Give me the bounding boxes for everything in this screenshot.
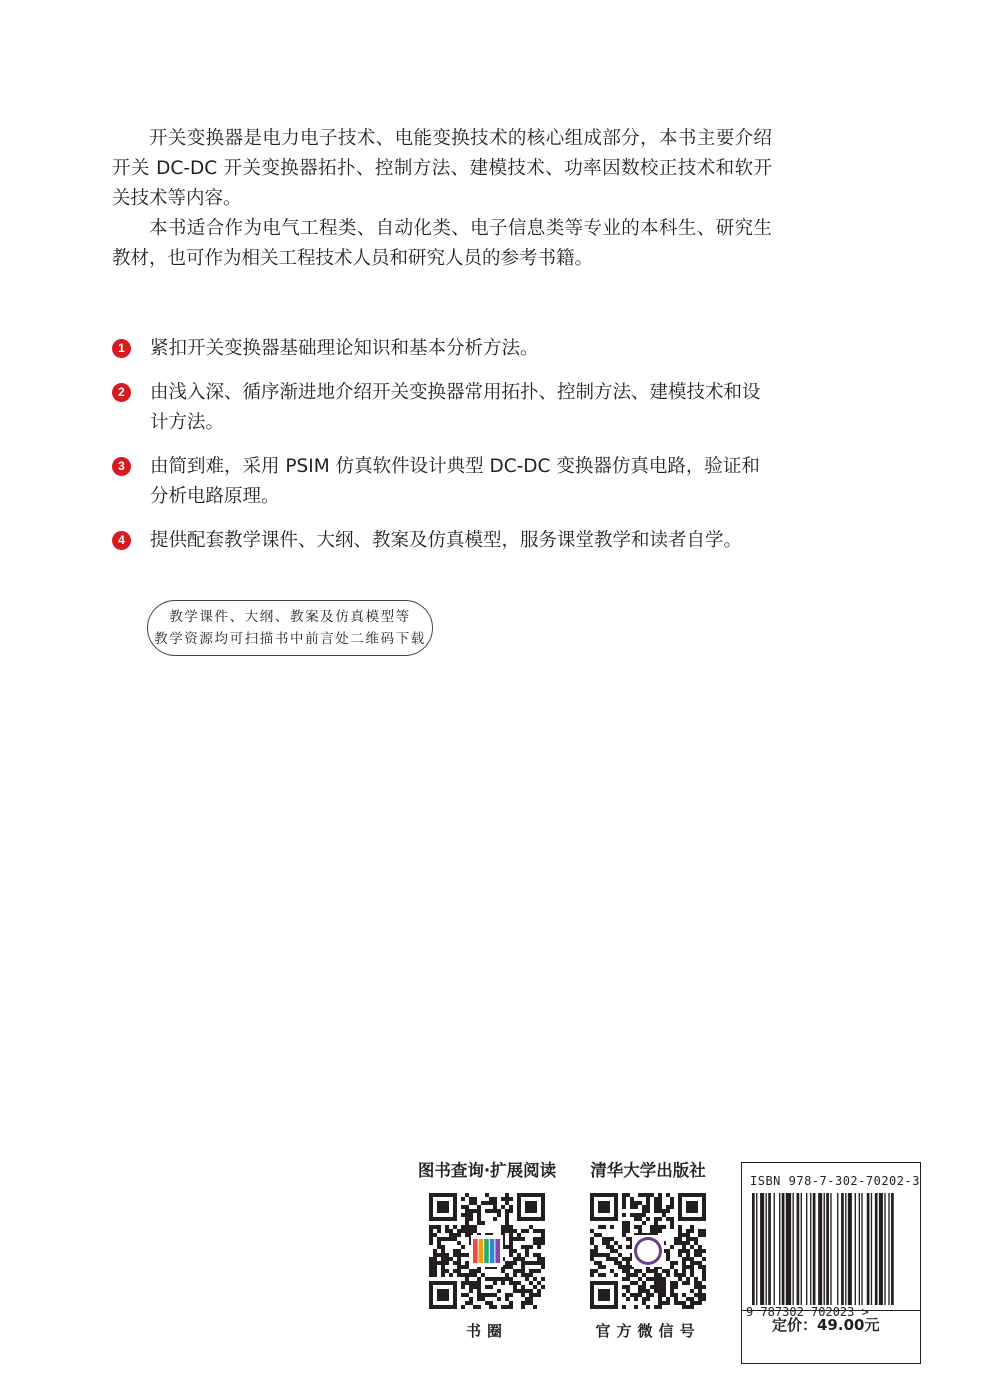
feature-list [112,334,772,570]
book-description [112,124,772,274]
description-paragraph: 本书适合作为电气工程类、自动化类、电子信息类等专业的本科生、研究生教材，也可作为相关工程技术人员和研究人员的参考书籍。 [112,218,772,269]
qr-code[interactable] [428,1192,546,1310]
isbn-barcode-box [741,1162,921,1364]
number-badge: 3 [112,457,131,476]
number-badge: 1 [112,339,131,358]
barcode-icon [752,1193,910,1305]
feature-text: 紧扣开关变换器基础理论知识和基本分析方法。 [150,338,539,359]
feature-text: 提供配套教学课件、大纲、教案及仿真模型，服务课堂教学和读者自学。 [150,530,743,551]
feature-item [112,526,772,556]
qr-code[interactable] [589,1192,707,1310]
number-badge: 2 [112,383,131,402]
qr-caption: 官方微信号 [595,1322,701,1340]
feature-item [112,334,772,364]
number-badge: 4 [112,531,131,550]
isbn-number: ISBN 978-7-302-70202-3 [750,1174,920,1188]
resource-note-line: 教学课件、大纲、教案及仿真模型等 [169,609,411,625]
feature-item [112,378,772,438]
feature-text: 由浅入深、循序渐进地介绍开关变换器常用拓扑、控制方法、建模技术和设计方法。 [150,382,761,433]
feature-item [112,452,772,512]
feature-text: 由简到难，采用 PSIM 仿真软件设计典型 DC-DC 变换器仿真电路，验证和分析电路原理。 [150,456,760,507]
barcode-digits: 9 787302 702023 > [746,1305,869,1319]
resource-note [147,600,433,656]
resource-note-line: 教学资源均可扫描书中前言处二维码下载 [154,631,426,647]
qr-official-wechat [573,1160,723,1342]
price: 定价：49.00元 [772,1316,880,1334]
qr-caption: 书圈 [465,1322,508,1340]
divider [742,1310,920,1311]
qr-title: 图书查询·扩展阅读 [417,1161,557,1180]
qr-book-search [412,1160,562,1342]
description-paragraph: 开关变换器是电力电子技术、电能变换技术的核心组成部分，本书主要介绍开关 DC-DC 开关变换器拓扑、控制方法、建模技术、功率因数校正技术和软开关技术等内容。 [112,128,772,209]
qr-title: 清华大学出版社 [590,1161,706,1180]
